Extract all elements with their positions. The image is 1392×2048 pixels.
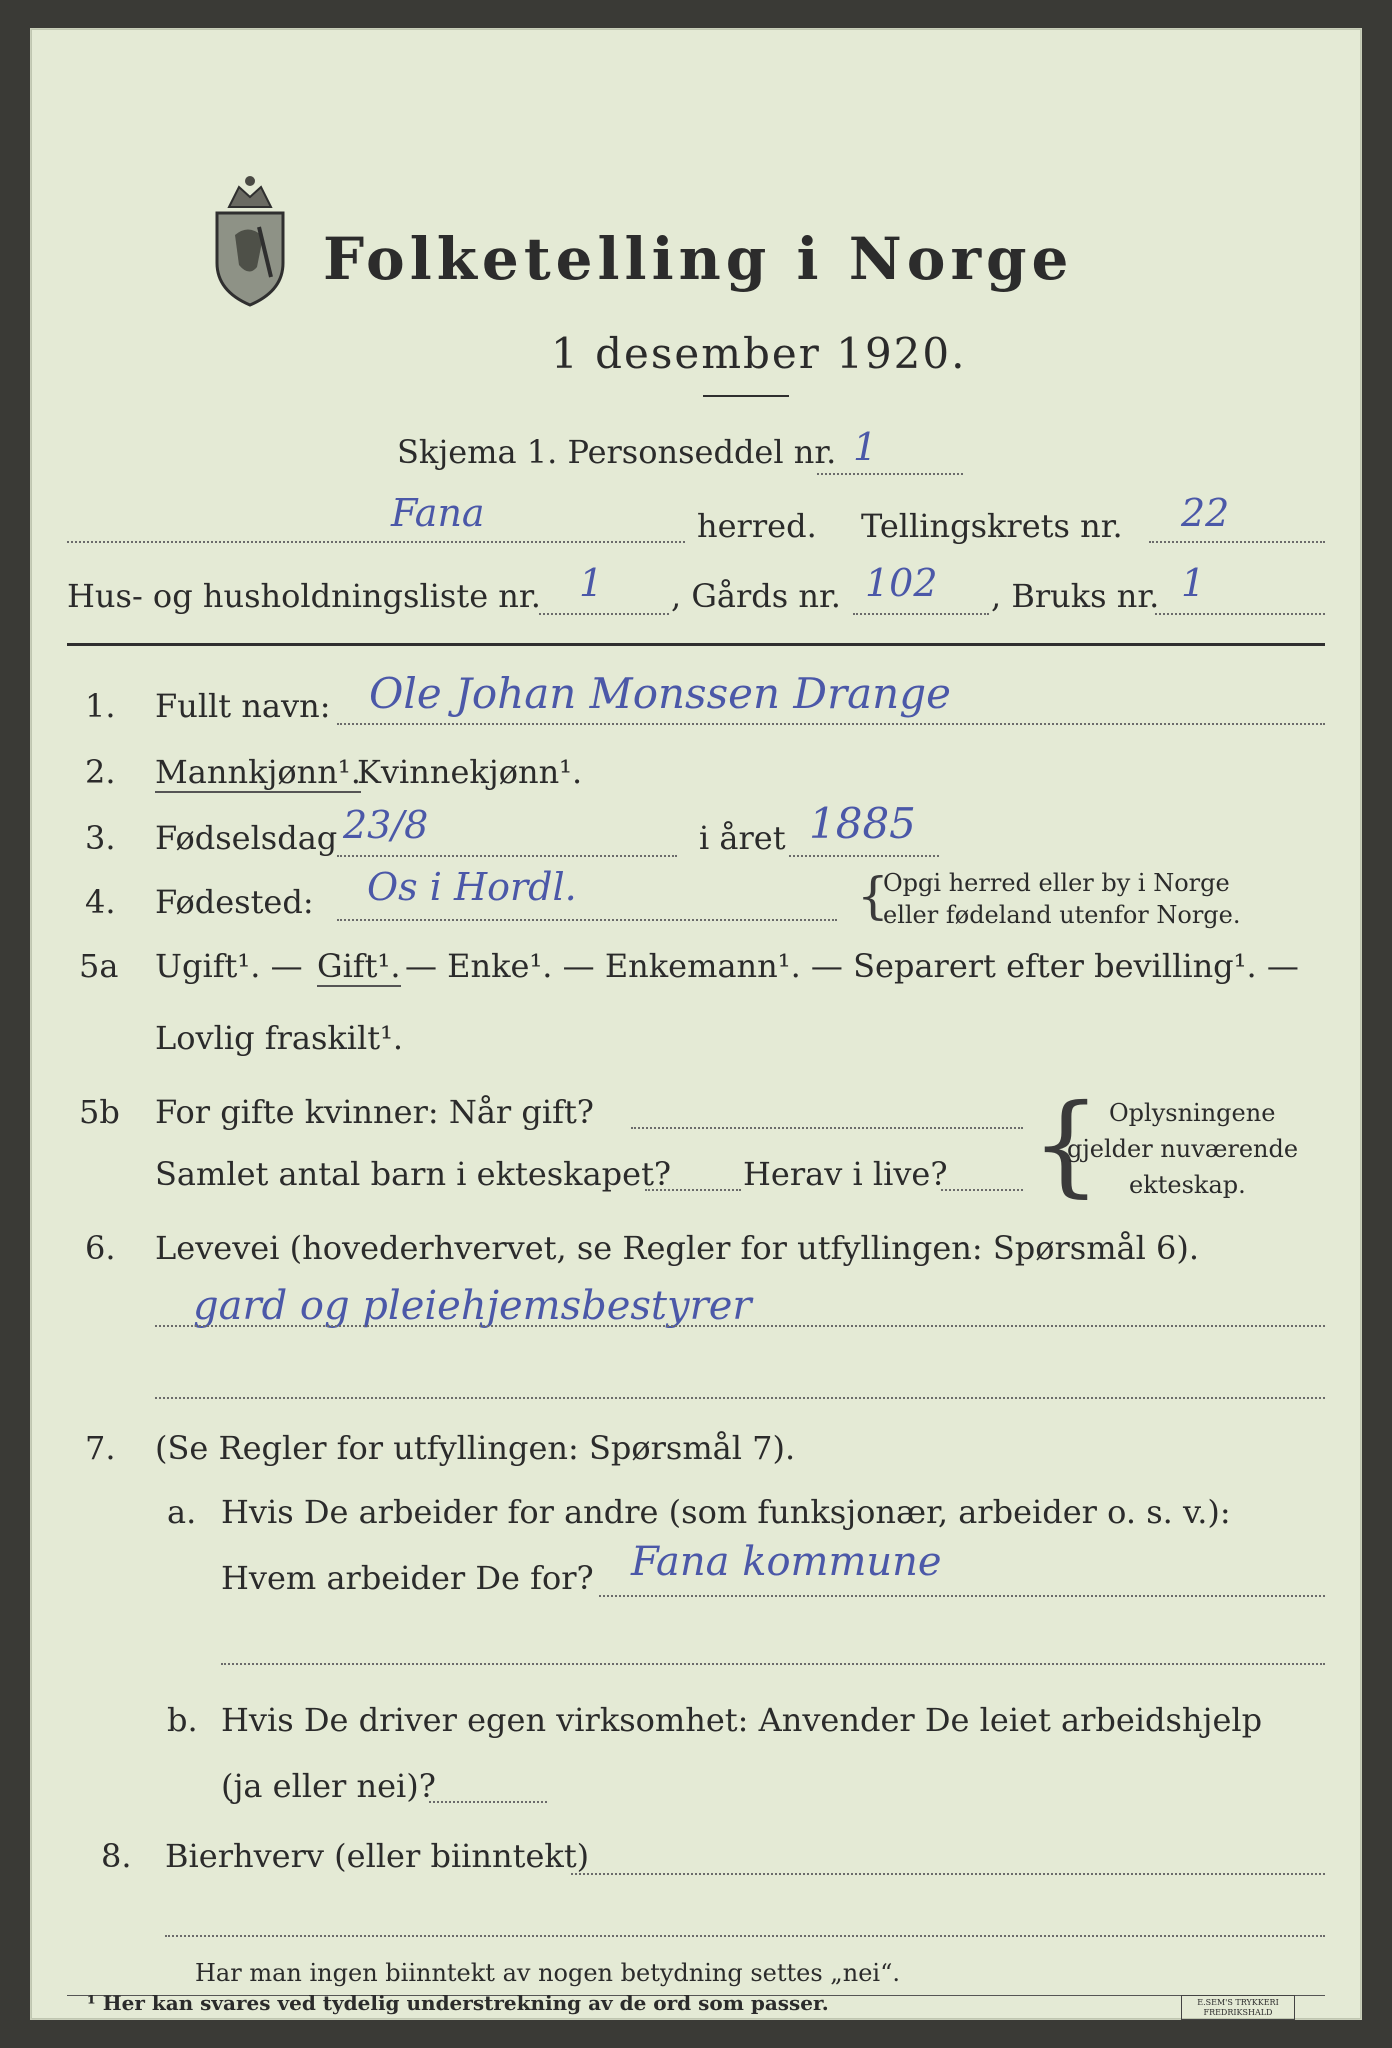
birthday-value[interactable]: 23/8 (343, 803, 429, 847)
married-when-dotted-line (631, 1127, 1023, 1129)
q2-number: 2. (85, 753, 116, 791)
children-total-dotted-line (645, 1189, 741, 1191)
footnote: ¹ Her kan svares ved tydelig understrekning av de ord som passer. (87, 1991, 829, 2015)
occupation-dotted-line-1 (155, 1325, 1325, 1327)
q7b-label: Hvis De driver egen virksomhet: Anvender De leiet arbeidshjelp (221, 1701, 1263, 1739)
marriage-note-line1: Oplysningene (1109, 1099, 1276, 1127)
side-income-dotted-line-2 (165, 1935, 1325, 1937)
birth-year-value[interactable]: 1885 (809, 799, 916, 848)
tellingskrets-value[interactable]: 22 (1181, 491, 1230, 535)
children-alive-dotted-line (941, 1189, 1023, 1191)
occupation-dotted-line-2 (155, 1397, 1325, 1399)
hus-label: Hus- og husholdningsliste nr. (67, 577, 541, 615)
printer-stamp: E.SEM'S TRYKKERI FREDRIKSHALD (1181, 1995, 1295, 2020)
q1-number: 1. (85, 687, 116, 725)
side-income-dotted-line (571, 1873, 1325, 1875)
bruks-value[interactable]: 1 (1181, 561, 1206, 605)
male-option[interactable]: Mannkjønn¹. (155, 753, 361, 791)
q1-label: Fullt navn: (155, 687, 331, 725)
q8-label: Bierhverv (eller biinntekt) (165, 1837, 590, 1875)
header-divider (67, 643, 1325, 646)
form-title: Folketelling i Norge (323, 225, 1074, 293)
q7a-label: Hvis De arbeider for andre (som funksjonær, arbeider o. s. v.): (221, 1493, 1231, 1531)
tellingskrets-dotted-line (1149, 541, 1325, 543)
birthplace-dotted-line (337, 919, 837, 921)
marital-other-options[interactable]: — Enke¹. — Enkemann¹. — Separert efter bevilling¹. — (405, 947, 1299, 985)
year-dotted-line (789, 855, 939, 857)
children-alive-label: Herav i live? (743, 1155, 948, 1193)
q7a-letter: a. (167, 1493, 197, 1531)
gards-value[interactable]: 102 (865, 561, 938, 605)
side-income-note: Har man ingen biinntekt av nogen betydning settes „nei“. (195, 1959, 900, 1987)
q1-dotted-line (337, 723, 1325, 725)
bruks-dotted-line (1155, 613, 1325, 615)
married-when-label: For gifte kvinner: Når gift? (155, 1093, 594, 1131)
q4-number: 4. (85, 883, 116, 921)
herred-dotted-line (67, 541, 685, 543)
skjema-value[interactable]: 1 (853, 425, 878, 469)
birthday-dotted-line (337, 855, 677, 857)
unmarried-option[interactable]: Ugift¹. — (155, 947, 303, 985)
birthplace-value[interactable]: Os i Hordl. (367, 865, 577, 909)
female-option[interactable]: Kvinnekjønn¹. (357, 753, 583, 791)
herred-label: herred. (697, 507, 817, 545)
q5a-number: 5a (79, 947, 119, 985)
married-option[interactable]: Gift¹. (317, 947, 401, 985)
marriage-note-line2: gjelder nuværende (1067, 1135, 1299, 1163)
q8-number: 8. (101, 1837, 132, 1875)
hus-value[interactable]: 1 (579, 561, 604, 605)
hired-help-label: (ja eller nei)? (221, 1767, 436, 1805)
birthplace-note-line2: eller fødeland utenfor Norge. (883, 901, 1241, 929)
skjema-label: Skjema 1. Personseddel nr. (397, 433, 837, 471)
employer-dotted-line-2 (221, 1663, 1325, 1665)
hired-help-dotted-line (429, 1801, 547, 1803)
skjema-dotted-line (817, 473, 963, 475)
hus-dotted-line (539, 613, 669, 615)
q3-label: Fødselsdag (155, 819, 338, 857)
brace-icon: { (1031, 1080, 1101, 1208)
q7b-letter: b. (167, 1701, 198, 1739)
q6-label: Levevei (hovederhvervet, se Regler for utfyllingen: Spørsmål 6). (155, 1229, 1200, 1267)
year-label: i året (699, 819, 786, 857)
gards-dotted-line (853, 613, 989, 615)
employer-value[interactable]: Fana kommune (631, 1539, 942, 1585)
full-name-value[interactable]: Ole Johan Monssen Drange (369, 669, 951, 718)
q5b-number: 5b (79, 1093, 120, 1131)
employer-dotted-line (599, 1595, 1325, 1597)
coat-of-arms-icon (209, 167, 291, 307)
tellingskrets-label: Tellingskrets nr. (861, 507, 1123, 545)
q6-number: 6. (85, 1229, 116, 1267)
birthplace-note-line1: Opgi herred eller by i Norge (883, 869, 1230, 897)
marriage-note-line3: ekteskap. (1129, 1171, 1246, 1199)
census-date: 1 desember 1920. (551, 329, 967, 378)
q7-label: (Se Regler for utfyllingen: Spørsmål 7). (155, 1429, 796, 1467)
census-form (30, 28, 1362, 2020)
q3-number: 3. (85, 819, 116, 857)
bruks-label: , Bruks nr. (991, 577, 1160, 615)
employer-label: Hvem arbeider De for? (221, 1559, 594, 1597)
occupation-value[interactable]: gard og pleiehjemsbestyrer (193, 1283, 752, 1329)
title-divider (703, 395, 789, 397)
herred-value[interactable]: Fana (391, 491, 485, 535)
q4-label: Fødested: (155, 883, 314, 921)
gards-label: , Gårds nr. (671, 577, 841, 615)
q7-number: 7. (85, 1429, 116, 1467)
children-total-label: Samlet antal barn i ekteskapet? (155, 1155, 672, 1193)
divorced-option[interactable]: Lovlig fraskilt¹. (155, 1019, 404, 1057)
brace-icon: { (857, 867, 889, 925)
